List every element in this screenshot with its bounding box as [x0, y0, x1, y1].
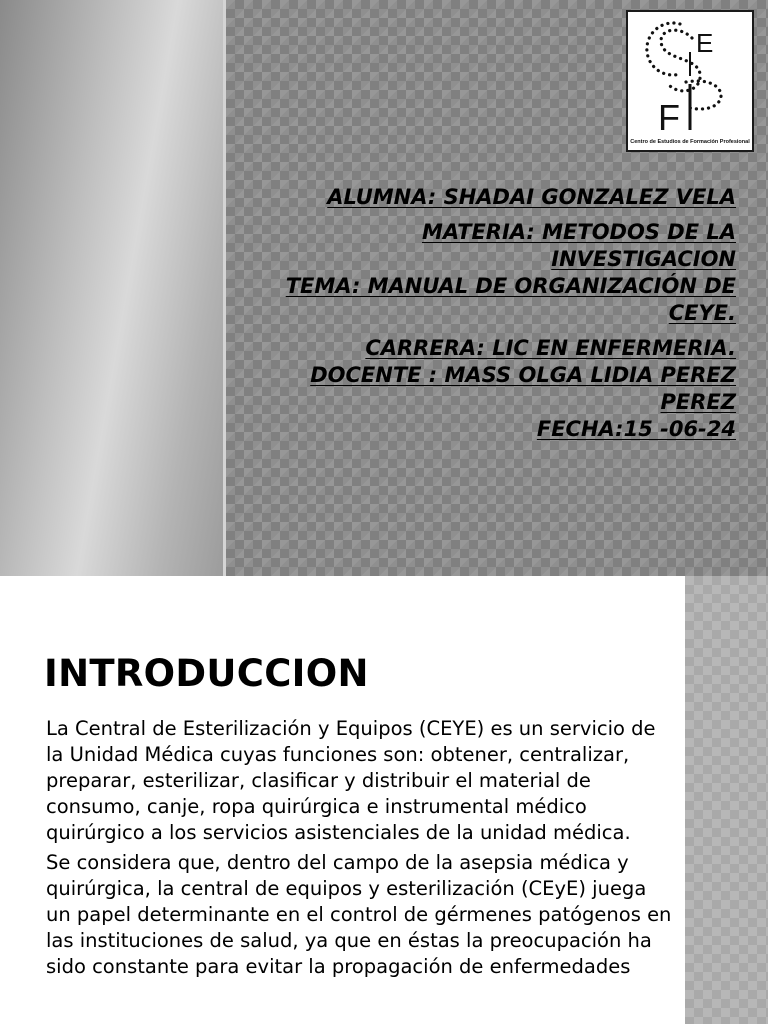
- slide-body: [46, 716, 676, 980]
- materia-line: MATERIA: METODOS DE LA INVESTIGACION: [421, 220, 736, 271]
- gradient-panel: [0, 0, 223, 576]
- cefp-logo-icon: [628, 12, 752, 150]
- slide-title: INTRODUCCION: [44, 652, 369, 695]
- svg-text:F: F: [658, 97, 680, 138]
- body-paragraph: La Central de Esterilización y Equipos (CEYE) es un servicio de la Unidad Médica cuyas funciones son: obtener, centralizar, preparar, esterilizar, clasificar y distribuir el material de consumo, canje, ropa quirúrgica e instrumental médico quirúrgico a los servicios asistenciales de la unidad médica.: [46, 717, 656, 844]
- patterned-side-strip: [685, 576, 768, 1024]
- body-paragraph: Se considera que, dentro del campo de la asepsia médica y quirúrgica, la central de equipos y esterilización (CEyE) juega un papel determinante en el control de gérmenes patógenos en las instituciones de salud, ya que en éstas la preocupación ha sido constante para evitar la propagación de enfermedades: [46, 851, 672, 978]
- carrera-line: CARRERA: LIC EN ENFERMERIA.: [365, 336, 736, 360]
- cefp-logo: [626, 10, 754, 152]
- svg-text:E: E: [696, 28, 714, 58]
- introduction-slide: [0, 576, 768, 1024]
- docente-line: DOCENTE : MASS OLGA LIDIA PEREZ PEREZ: [310, 363, 736, 414]
- logo-caption: Centro de Estudios de Formación Profesional: [630, 139, 750, 145]
- fecha-line: FECHA:15 -06-24: [536, 417, 736, 441]
- student-info: [230, 184, 736, 443]
- alumna-line: ALUMNA: SHADAI GONZALEZ VELA: [327, 185, 736, 209]
- tema-line: TEMA: MANUAL DE ORGANIZACIÓN DE CEYE.: [285, 274, 736, 325]
